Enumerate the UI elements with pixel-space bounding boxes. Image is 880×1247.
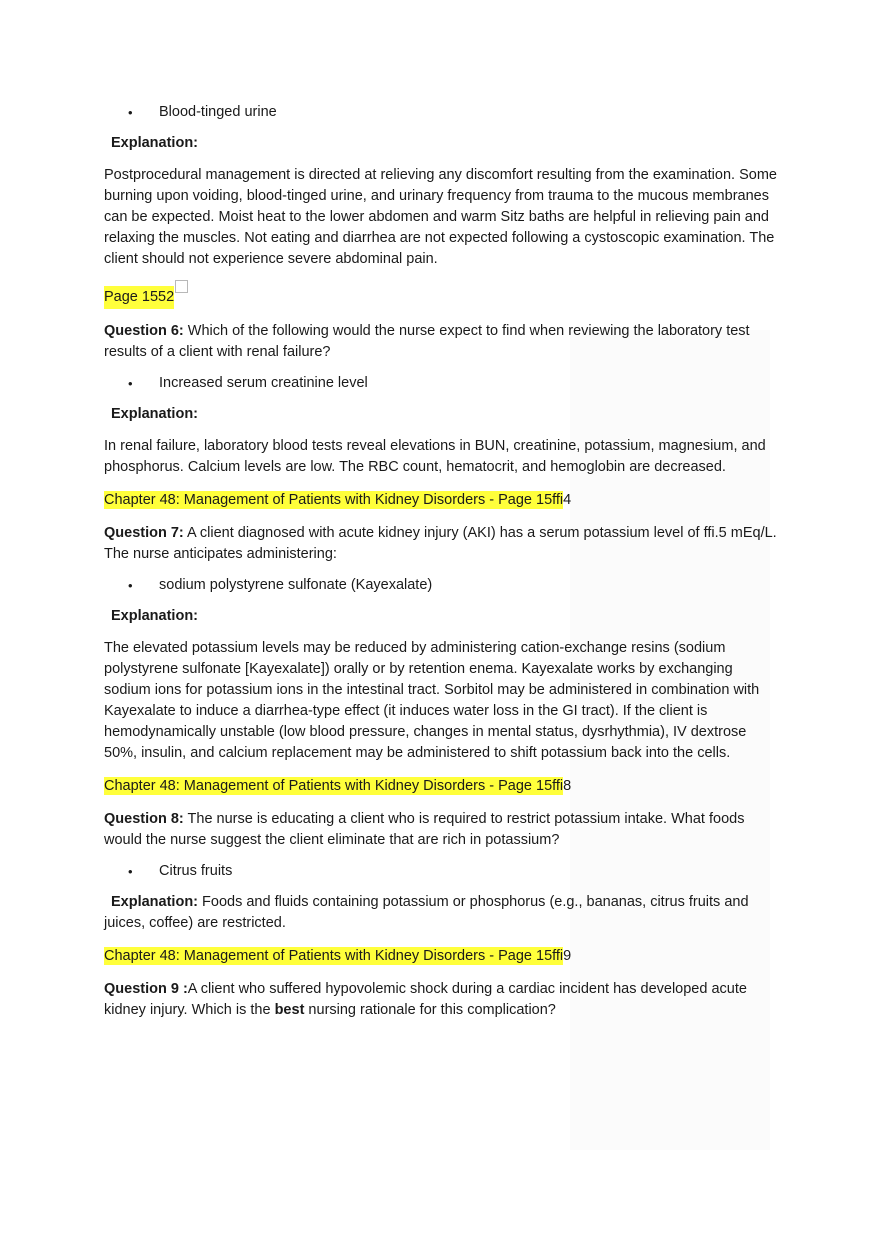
- explanation-text: [104, 892, 780, 934]
- chapter-reference-label: [104, 947, 563, 965]
- question-text-end: nursing rationale for this complication?: [304, 1002, 556, 1018]
- question-text: A client who suffered hypovolemic shock during a cardiac incident has developed acute kidney injury. Which is the: [104, 981, 747, 1018]
- answer-text: Increased serum creatinine level: [159, 375, 368, 391]
- question-9: [104, 979, 780, 1021]
- explanation-text: In renal failure, laboratory blood tests reveal elevations in BUN, creatinine, potassium, magnesium, and phosphorus. Calcium levels are low. The RBC count, hematocrit, and hemoglobin are decreased.: [104, 438, 766, 475]
- question-text: Which of the following would the nurse expect to find when reviewing the laboratory test results of a client with renal failure?: [104, 323, 750, 360]
- answer-text: Blood-tinged urine: [159, 104, 277, 120]
- answer-text: Citrus fruits: [159, 863, 233, 879]
- bullet-dot: •: [128, 105, 133, 120]
- explanation-text: Postprocedural management is directed at relieving any discomfort resulting from the examination. Some burning upon voiding, blood-tinged urine, and urinary frequency from trauma to the mucous membranes can be expected. Moist heat to the lower abdomen and warm Sitz baths are helpful in relieving pain and relaxing the muscles. Not eating and diarrhea are not expected following a cystoscopic examination. The client should not experience severe abdominal pain.: [104, 167, 777, 267]
- question-label: Question 8:: [104, 811, 184, 827]
- comment-marker-icon[interactable]: [175, 280, 188, 293]
- chapter-reference-page-digit: 4: [563, 492, 572, 508]
- question-6: [104, 321, 780, 363]
- question-emphasis: best: [274, 1002, 305, 1018]
- page-reference: [104, 286, 780, 309]
- answer-bullet: [104, 373, 780, 394]
- chapter-reference: [104, 490, 780, 511]
- explanation-text: The elevated potassium levels may be reduced by administering cation-exchange resins (sodium polystyrene sulfonate [Kayexalate]) orally or by retention enema. Kayexalate works by exchanging sodium ions for potassium ions in the intestinal tract. Sorbitol may be administered in combination with Kayexalate to induce a diarrhea-type effect (it induces water loss in the GI tract). If the client is hemodynamically unstable (low blood pressure, changes in mental status, dysrhythmia), IV dextrose 50%, insulin, and calcium replacement may be administered to shift potassium back into the cells.: [104, 640, 760, 761]
- question-text: The nurse is educating a client who is required to restrict potassium intake. What foods would the nurse suggest the client eliminate that are rich in potassium?: [104, 811, 745, 848]
- page-reference-label: Page 1552: [104, 286, 174, 309]
- chapter-reference-page-digit: 8: [563, 778, 572, 794]
- chapter-reference-text: Chapter 48: Management of Patients with Kidney Disorders - Page 15ffi: [104, 948, 564, 964]
- chapter-reference-page-digit: 9: [563, 948, 572, 964]
- chapter-reference-text: Chapter 48: Management of Patients with Kidney Disorders - Page 15ffi: [104, 492, 564, 508]
- chapter-reference-text: Chapter 48: Management of Patients with Kidney Disorders - Page 15ffi: [104, 778, 564, 794]
- answer-text: sodium polystyrene sulfonate (Kayexalate): [159, 577, 433, 593]
- chapter-reference-label: [104, 491, 563, 509]
- explanation-label: Explanation:: [111, 894, 199, 910]
- explanation-body: Foods and fluids containing potassium or phosphorus (e.g., bananas, citrus fruits and juices, coffee) are restricted.: [104, 894, 749, 931]
- explanation-label: Explanation:: [111, 608, 199, 624]
- explanation-label: Explanation:: [111, 406, 199, 422]
- question-8: [104, 809, 780, 851]
- question-label: Question 7:: [104, 525, 184, 541]
- question-text: A client diagnosed with acute kidney injury (AKI) has a serum potassium level of ffi.5 mEq/L. The nurse anticipates administering:: [104, 525, 777, 562]
- chapter-reference: [104, 776, 780, 797]
- document-content: [104, 102, 780, 1021]
- question-label: Question 6:: [104, 323, 184, 339]
- answer-bullet: [104, 861, 780, 882]
- chapter-reference-label: [104, 777, 563, 795]
- chapter-reference: [104, 946, 780, 967]
- bullet-dot: •: [128, 578, 133, 593]
- answer-bullet: [104, 102, 780, 123]
- question-7: [104, 523, 780, 565]
- answer-bullet: [104, 575, 780, 596]
- bullet-dot: •: [128, 864, 133, 879]
- question-label: Question 9 :: [104, 981, 188, 997]
- bullet-dot: •: [128, 376, 133, 391]
- explanation-label: Explanation:: [111, 135, 199, 151]
